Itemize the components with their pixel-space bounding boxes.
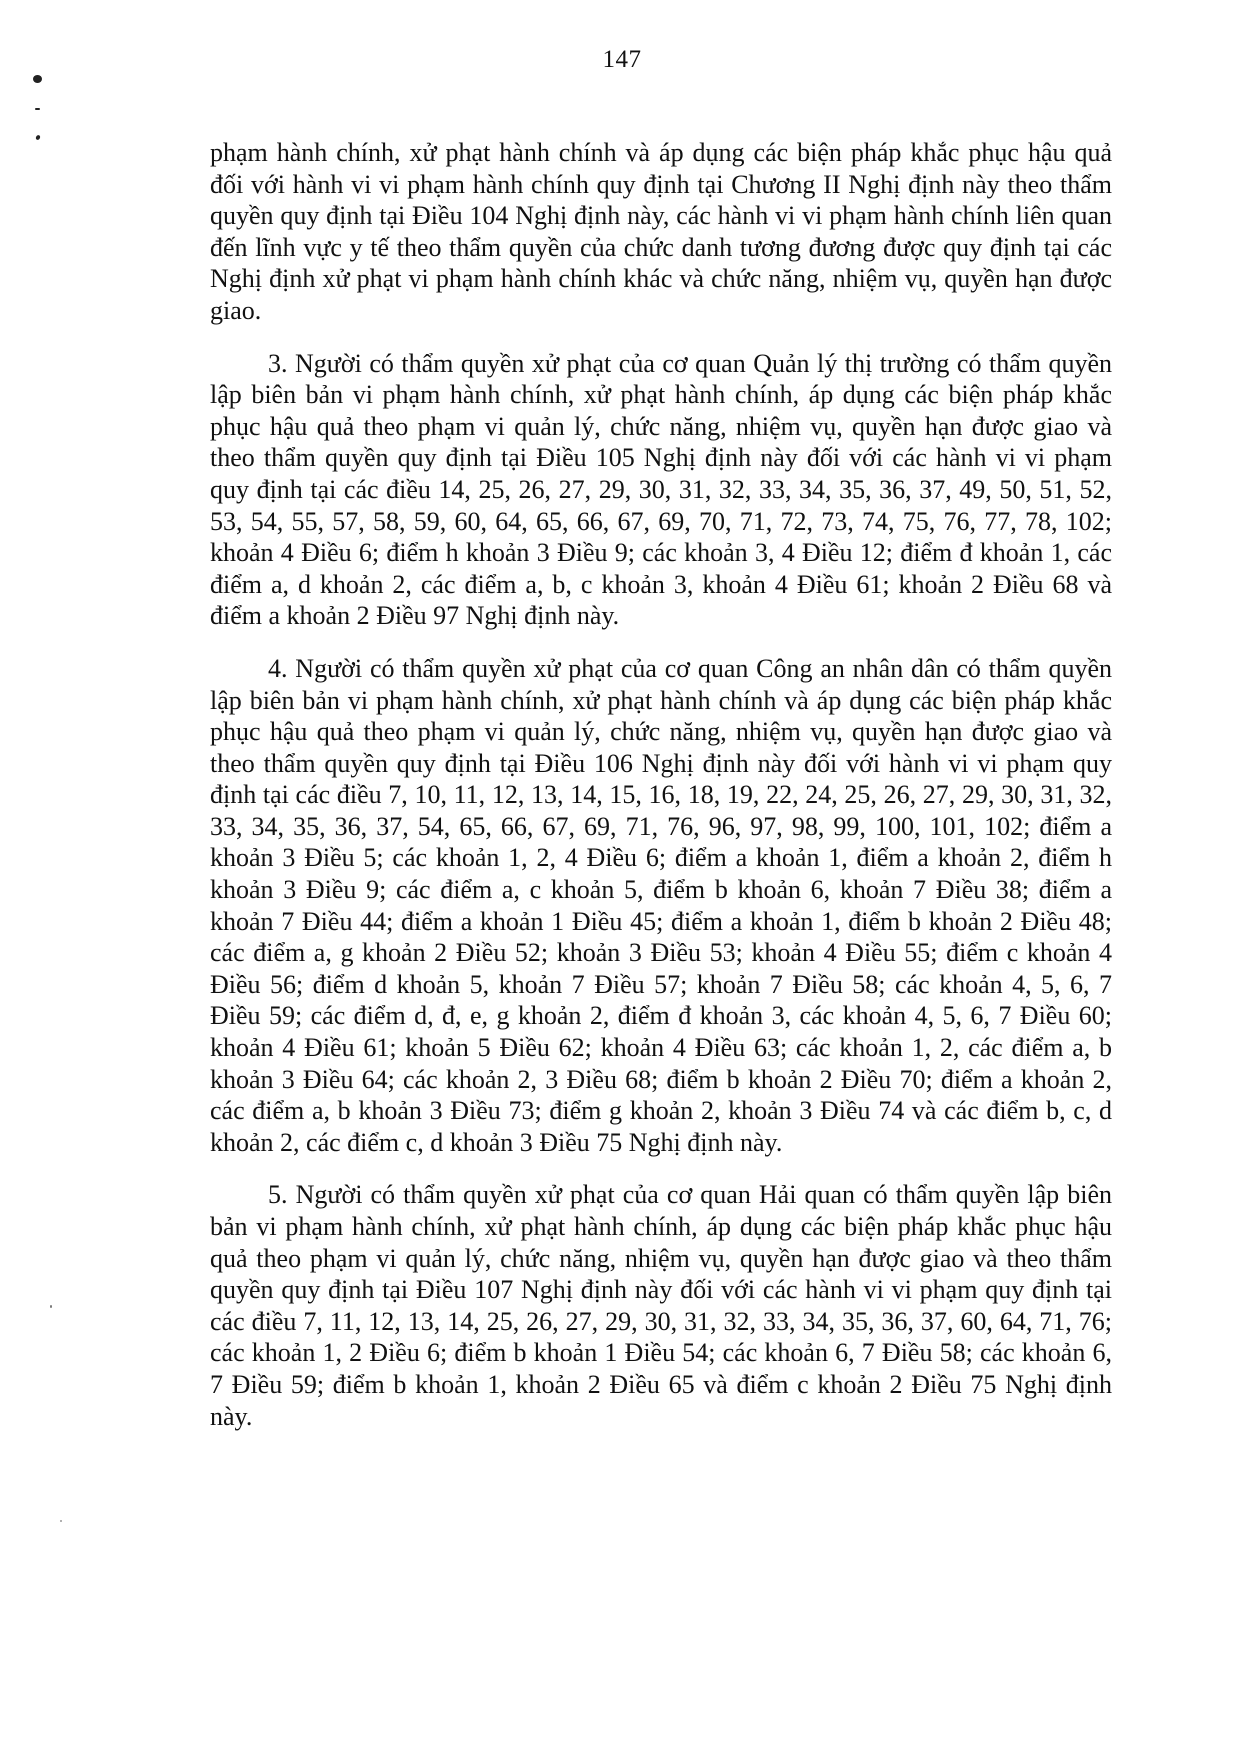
document-body (210, 137, 1112, 1453)
paragraph-clause-3: 3. Người có thẩm quyền xử phạt của cơ quan Quản lý thị trường có thẩm quyền lập biên bản vi phạm hành chính, xử phạt hành chính, áp dụng các biện pháp khắc phục hậu quả theo phạm vi quản lý, chức năng, nhiệm vụ, quyền hạn được giao và theo thẩm quyền quy định tại Điều 105 Nghị định này đối với các hành vi vi phạm quy định tại các điều 14, 25, 26, 27, 29, 30, 31, 32, 33, 34, 35, 36, 37, 49, 50, 51, 52, 53, 54, 55, 57, 58, 59, 60, 64, 65, 66, 67, 69, 70, 71, 72, 73, 74, 75, 76, 77, 78, 102; khoản 4 Điều 6; điểm h khoản 3 Điều 9; các khoản 3, 4 Điều 12; điểm đ khoản 1, các điểm a, d khoản 2, các điểm a, b, c khoản 3, khoản 4 Điều 61; khoản 2 Điều 68 và điểm a khoản 2 Điều 97 Nghị định này. (210, 348, 1112, 631)
scan-artifact-mark (35, 108, 40, 110)
paragraph-clause-4: 4. Người có thẩm quyền xử phạt của cơ quan Công an nhân dân có thẩm quyền lập biên bản vi phạm hành chính, xử phạt hành chính và áp dụng các biện pháp khắc phục hậu quả theo phạm vi quản lý, chức năng, nhiệm vụ, quyền hạn được giao và theo thẩm quyền quy định tại Điều 106 Nghị định này đối với hành vi vi phạm quy định tại các điều 7, 10, 11, 12, 13, 14, 15, 16, 18, 19, 22, 24, 25, 26, 27, 29, 30, 31, 32, 33, 34, 35, 36, 37, 54, 65, 66, 67, 69, 71, 76, 96, 97, 98, 99, 100, 101, 102; điểm a khoản 3 Điều 5; các khoản 1, 2, 4 Điều 6; điểm a khoản 1, điểm a khoản 2, điểm h khoản 3 Điều 9; các điểm a, c khoản 5, điểm b khoản 6, khoản 7 Điều 38; điểm a khoản 7 Điều 44; điểm a khoản 1 Điều 45; điểm a khoản 1, điểm b khoản 2 Điều 48; các điểm a, g khoản 2 Điều 52; khoản 3 Điều 53; khoản 4 Điều 55; điểm c khoản 4 Điều 56; điểm d khoản 5, khoản 7 Điều 57; khoản 7 Điều 58; các khoản 4, 5, 6, 7 Điều 59; các điểm d, đ, e, g khoản 2, điểm đ khoản 3, các khoản 4, 5, 6, 7 Điều 60; khoản 4 Điều 61; khoản 5 Điều 62; khoản 4 Điều 63; các khoản 1, 2, các điểm a, b khoản 3 Điều 64; các khoản 2, 3 Điều 68; điểm b khoản 2 Điều 70; điểm a khoản 2, các điểm a, b khoản 3 Điều 73; điểm g khoản 2, khoản 3 Điều 74 và các điểm b, c, d khoản 2, các điểm c, d khoản 3 Điều 75 Nghị định này. (210, 653, 1112, 1157)
page-number: 147 (602, 46, 642, 73)
paragraph-clause-5: 5. Người có thẩm quyền xử phạt của cơ quan Hải quan có thẩm quyền lập biên bản vi phạm hành chính, xử phạt hành chính, áp dụng các biện pháp khắc phục hậu quả theo phạm vi quản lý, chức năng, nhiệm vụ, quyền hạn được giao và theo thẩm quyền quy định tại Điều 107 Nghị định này đối với các hành vi vi phạm quy định tại các điều 7, 11, 12, 13, 14, 25, 26, 27, 29, 30, 31, 32, 33, 34, 35, 36, 37, 60, 64, 71, 76; các khoản 1, 2 Điều 6; điểm b khoản 1 Điều 54; các khoản 6, 7 Điều 58; các khoản 6, 7 Điều 59; điểm b khoản 1, khoản 2 Điều 65 và điểm c khoản 2 Điều 75 Nghị định này. (210, 1180, 1112, 1431)
scan-artifact-mark (33, 75, 42, 83)
scan-artifact-mark (35, 134, 41, 140)
scan-artifact-mark (60, 1520, 62, 1522)
scan-artifact-mark (50, 1305, 52, 1308)
paragraph-continuation: phạm hành chính, xử phạt hành chính và áp dụng các biện pháp khắc phục hậu quả đối với hành vi vi phạm hành chính quy định tại Chương II Nghị định này theo thẩm quyền quy định tại Điều 104 Nghị định này, các hành vi vi phạm hành chính liên quan đến lĩnh vực y tế theo thẩm quyền của chức danh tương đương được quy định tại các Nghị định xử phạt vi phạm hành chính khác và chức năng, nhiệm vụ, quyền hạn được giao. (210, 138, 1112, 325)
